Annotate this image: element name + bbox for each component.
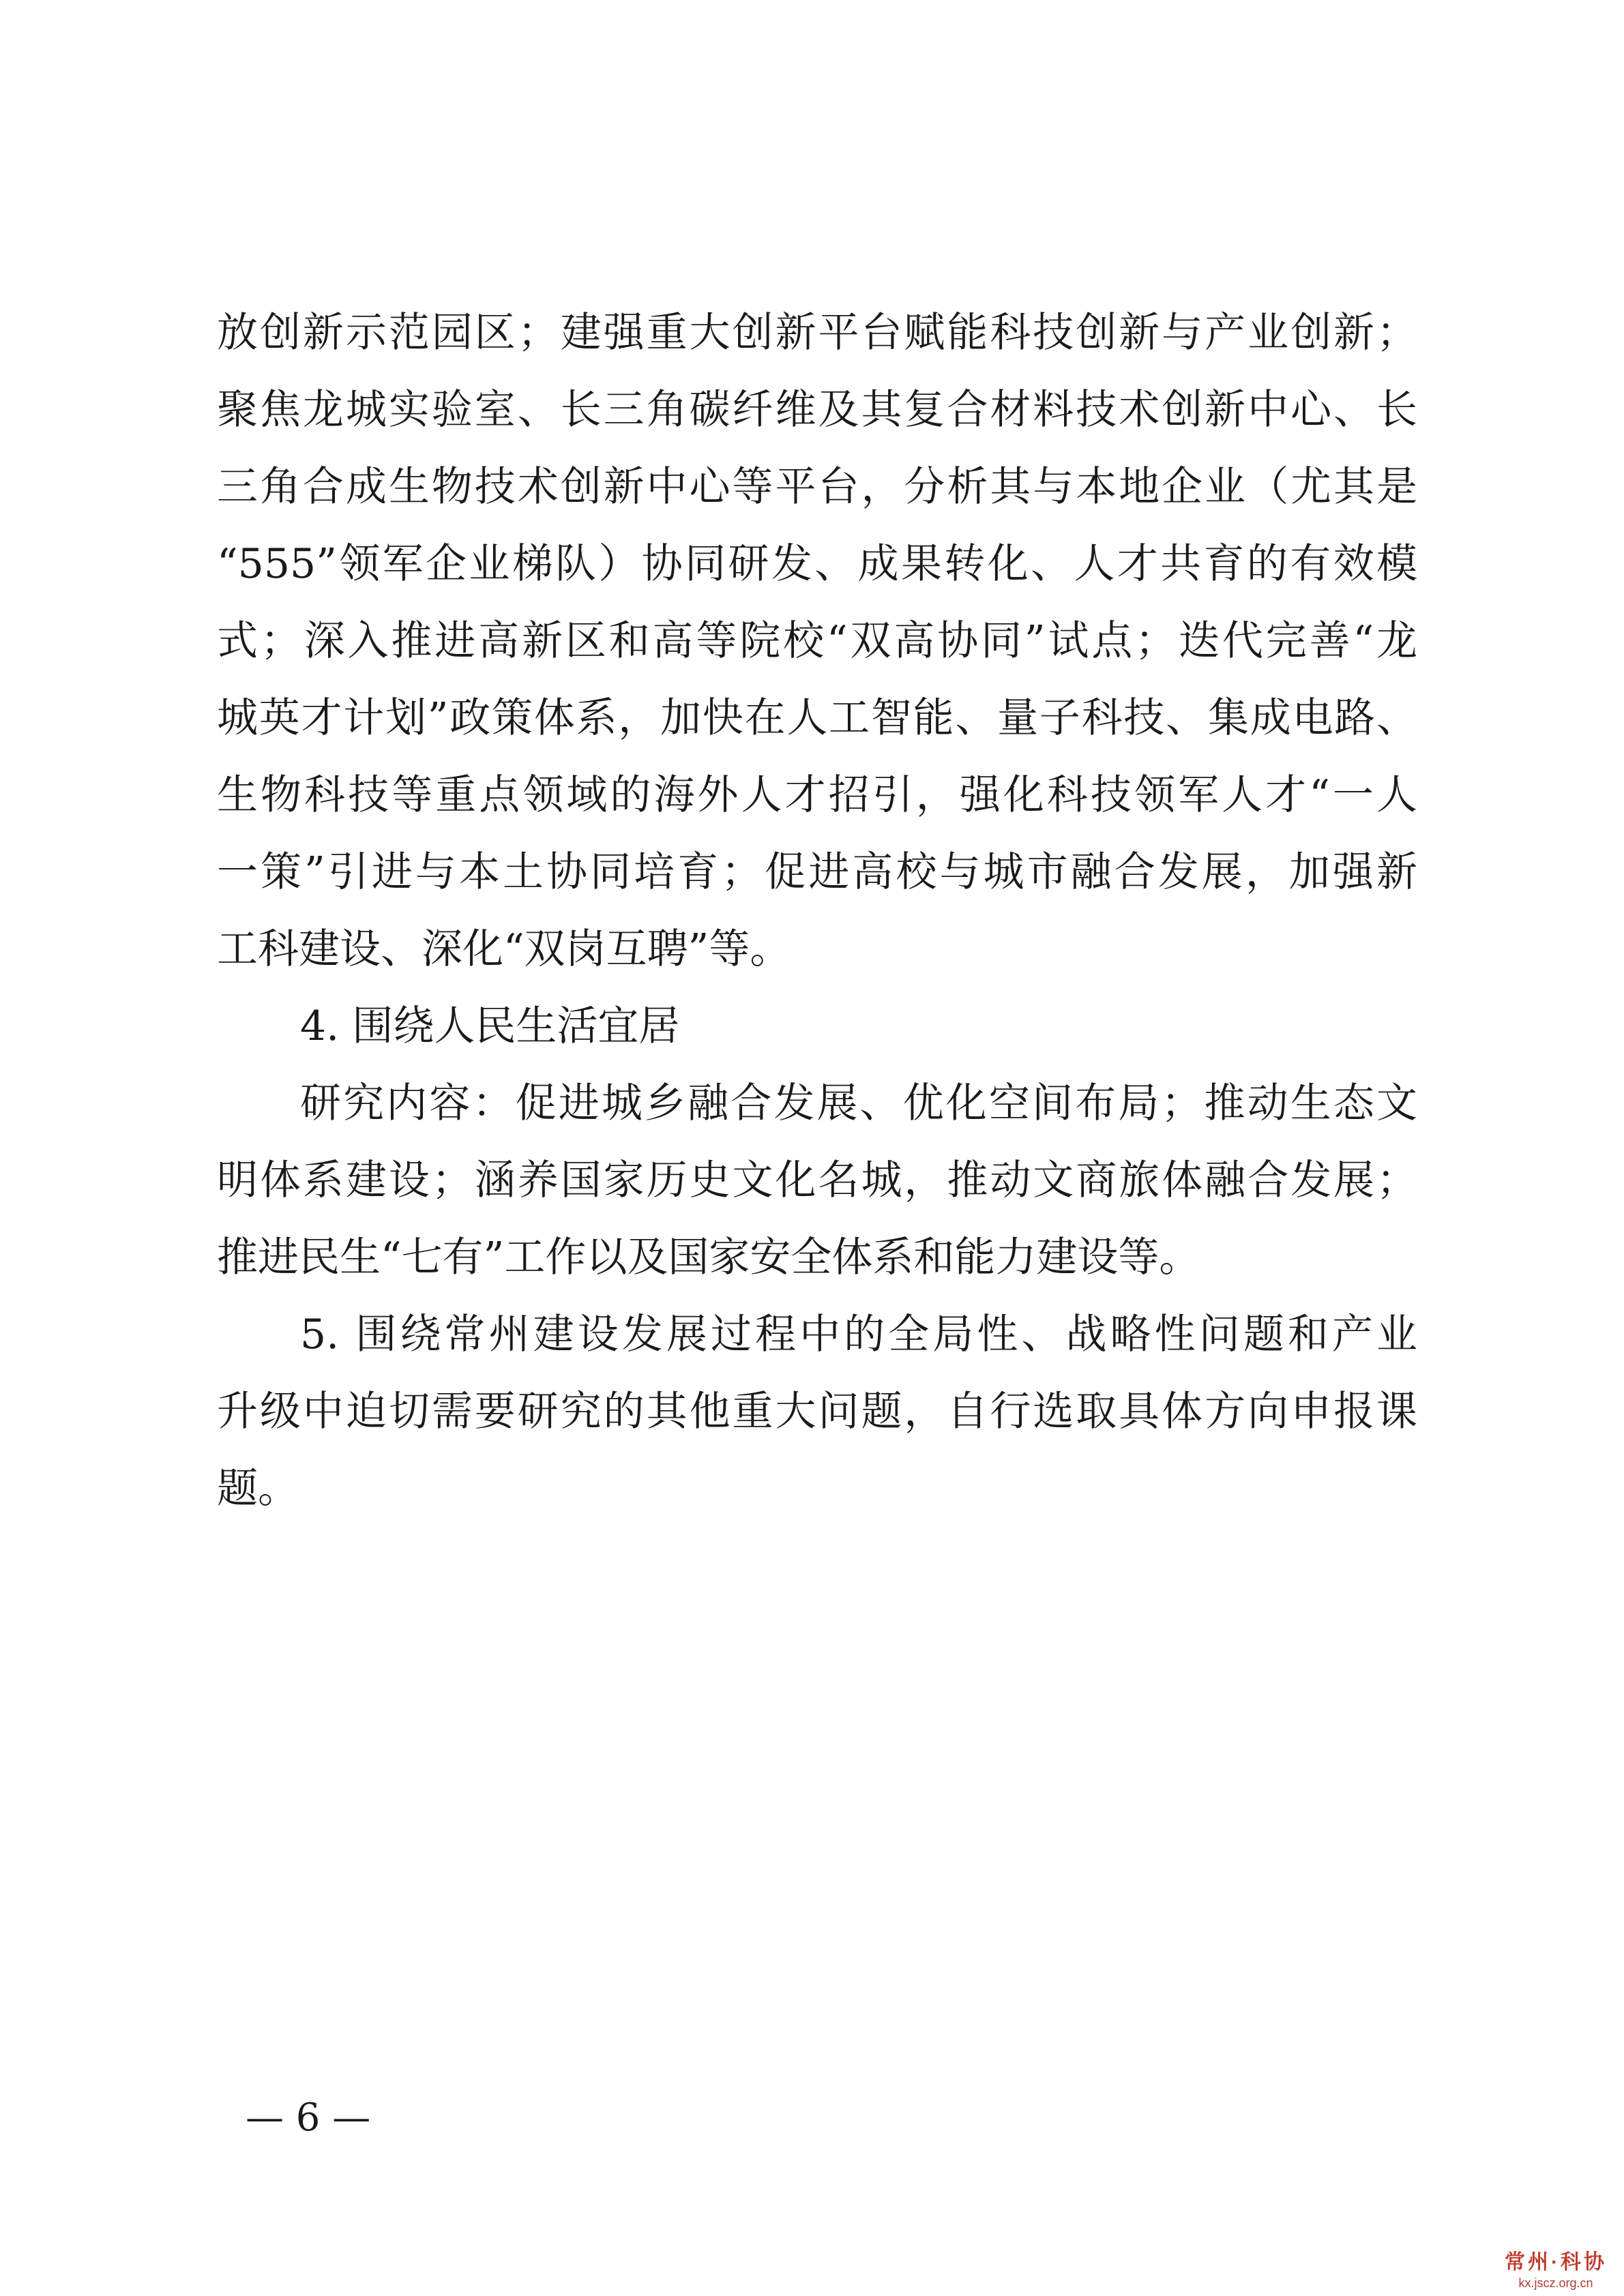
body-line: 工科建设、深化“双岗互聘”等。 bbox=[217, 925, 791, 973]
body-line: “555”领军企业梯队）协同研发、成果转化、人才共育的有效模 bbox=[217, 540, 1417, 588]
body-line: 式；深入推进高新区和高等院校“双高协同”试点；迭代完善“龙 bbox=[217, 617, 1417, 665]
body-line: 生物科技等重点领域的海外人才招引，强化科技领军人才“一人 bbox=[217, 771, 1417, 819]
body-line: 放创新示范园区；建强重大创新平台赋能科技创新与产业创新； bbox=[217, 309, 1417, 357]
body-line: 聚焦龙城实验室、长三角碳纤维及其复合材料技术创新中心、长 bbox=[217, 386, 1417, 434]
page-number: — 6 — bbox=[246, 2096, 371, 2140]
section-4-heading: 4. 围绕人民生活宜居 bbox=[300, 1002, 680, 1050]
body-line: 三角合成生物技术创新中心等平台，分析其与本地企业（尤其是 bbox=[217, 463, 1417, 511]
document-body bbox=[217, 295, 1417, 1527]
body-line: 城英才计划”政策体系，加快在人工智能、量子科技、集成电路、 bbox=[217, 694, 1417, 742]
watermark-site: kx.jscz.org.cn bbox=[1518, 2276, 1593, 2290]
section-5-body-line: 5. 围绕常州建设发展过程中的全局性、战略性问题和产业 bbox=[300, 1311, 1417, 1358]
body-line: 一策”引进与本土协同培育；促进高校与城市融合发展，加强新 bbox=[217, 848, 1417, 896]
section-4-body-line: 推进民生“七有”工作以及国家安全体系和能力建设等。 bbox=[217, 1234, 1200, 1281]
section-4-body-line: 明体系建设；涵养国家历史文化名城，推动文商旅体融合发展； bbox=[217, 1157, 1417, 1204]
watermark-logo bbox=[1494, 2250, 1617, 2291]
section-5-body-line: 升级中迫切需要研究的其他重大问题，自行选取具体方向申报课 bbox=[217, 1388, 1417, 1435]
section-4-body-line: 研究内容：促进城乡融合发展、优化空间布局；推动生态文 bbox=[300, 1079, 1417, 1127]
section-5-body-line: 题。 bbox=[217, 1465, 299, 1512]
watermark-brand: 常州·科协 bbox=[1505, 2251, 1607, 2273]
